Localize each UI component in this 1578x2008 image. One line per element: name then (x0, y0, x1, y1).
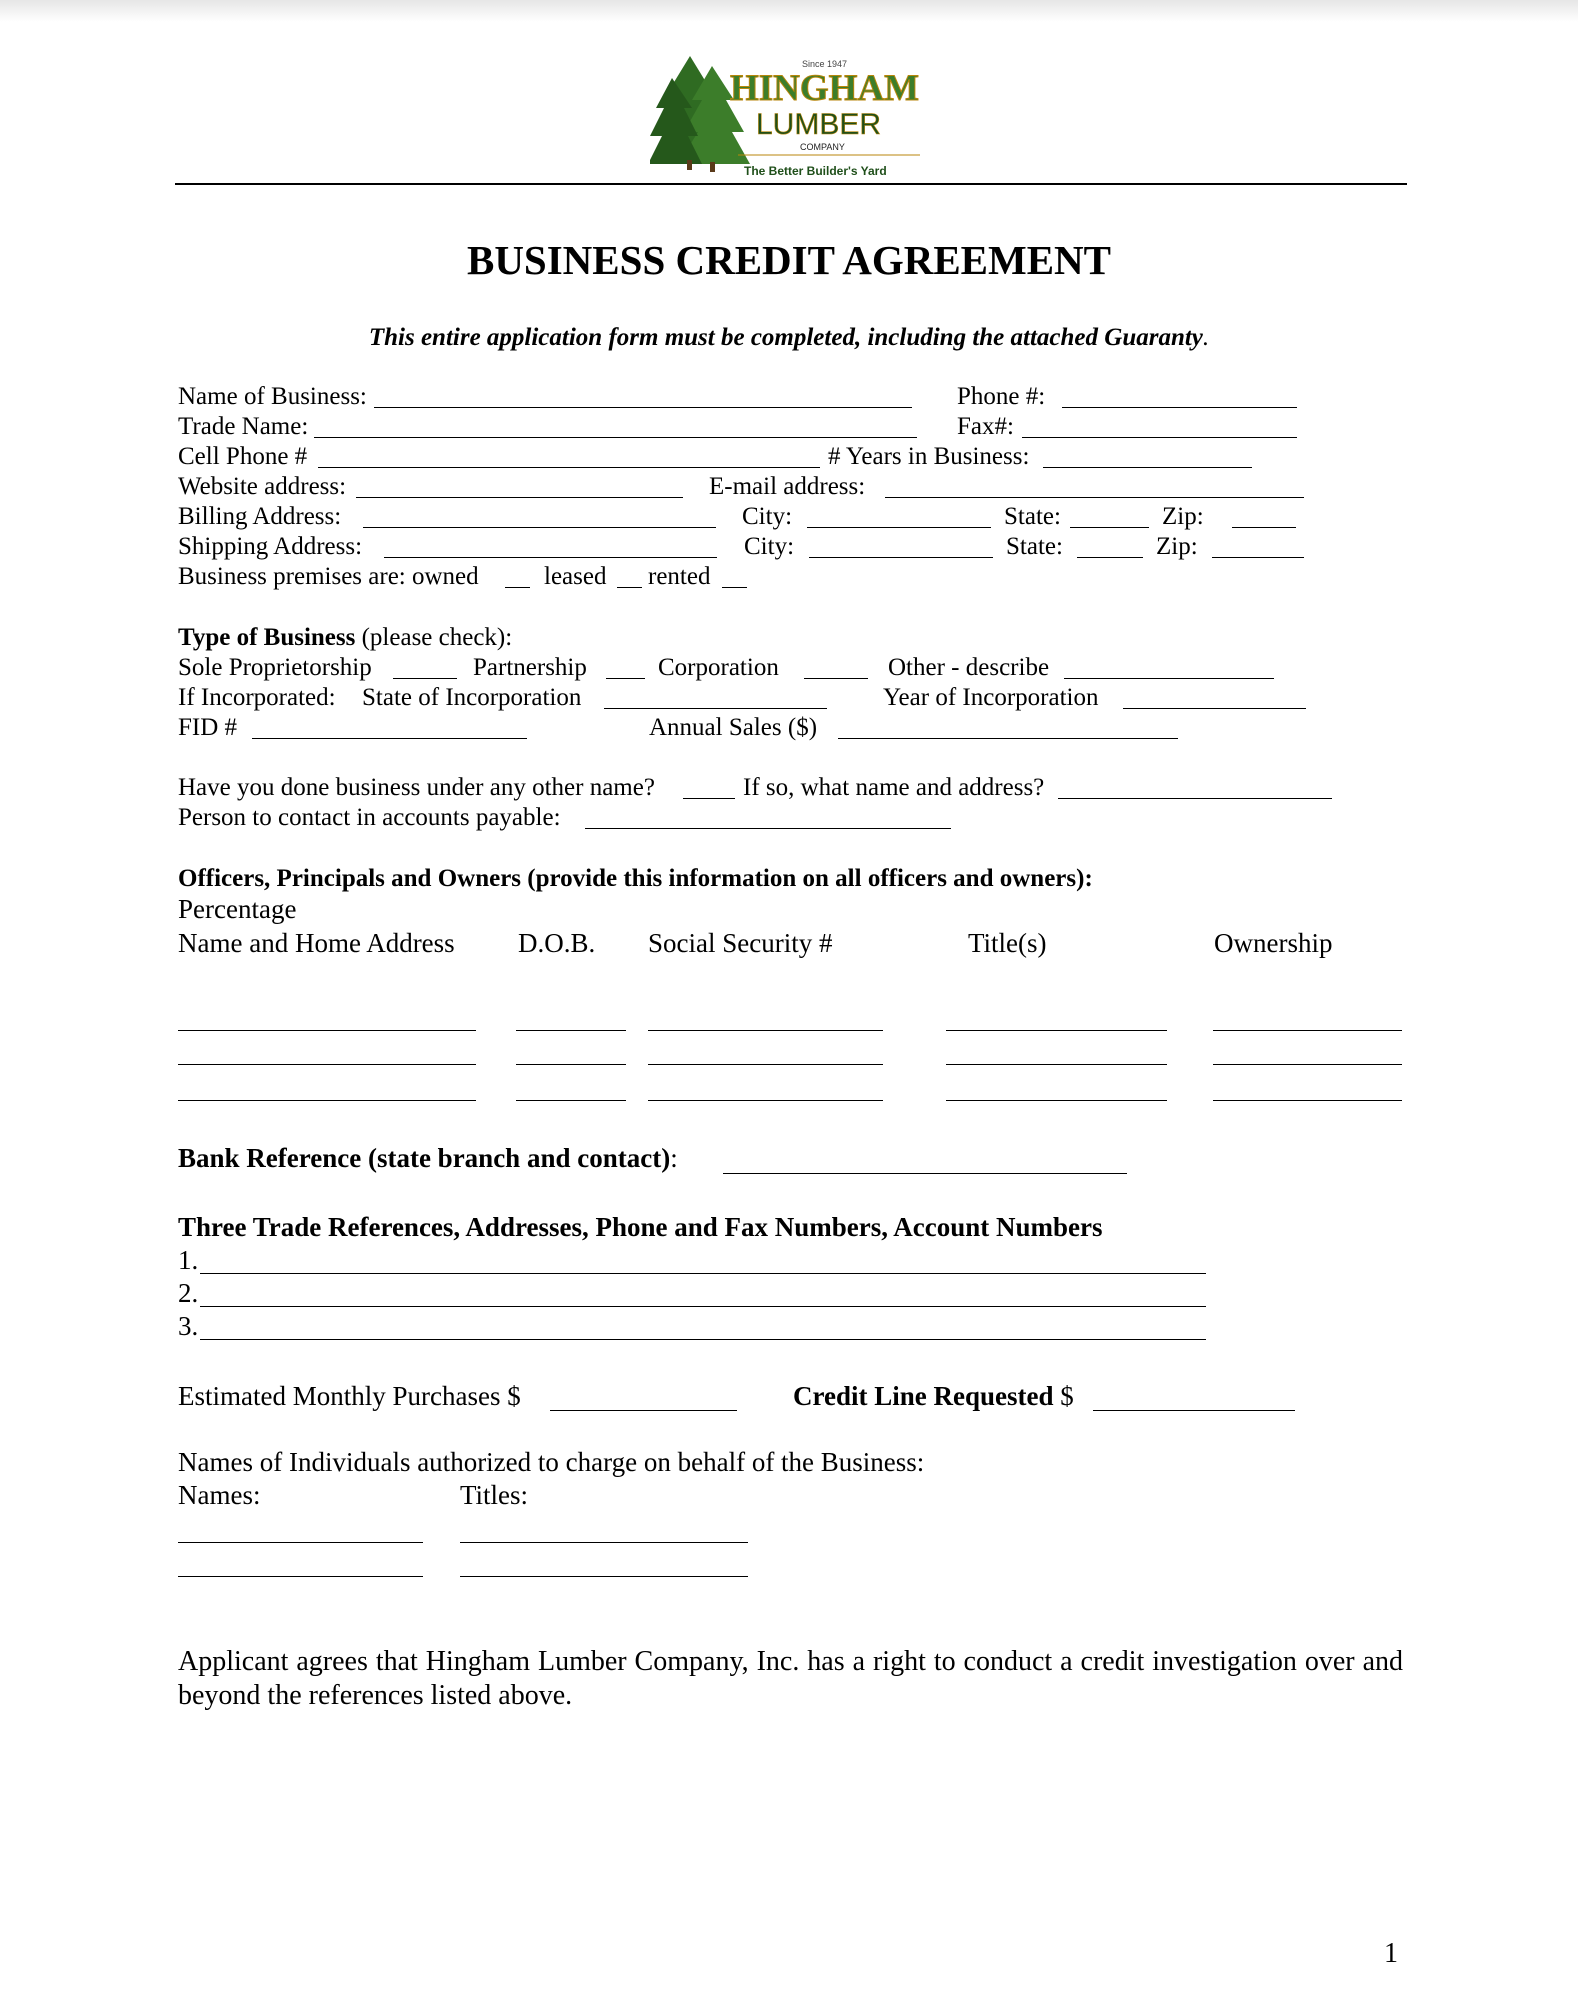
check-sole-proprietorship[interactable] (393, 678, 457, 679)
label-shipping-zip: Zip: (1156, 533, 1198, 560)
field-authorized-name-2[interactable] (178, 1576, 423, 1577)
document-title: BUSINESS CREDIT AGREEMENT (466, 237, 1112, 283)
officer-dob-field[interactable] (516, 1030, 626, 1031)
officer-dob-field[interactable] (516, 1100, 626, 1101)
label-year-of-incorporation: Year of Incorporation (883, 684, 1099, 711)
label-billing-city: City: (742, 503, 793, 530)
label-if-so: If so, what name and address? (743, 774, 1045, 801)
field-authorized-title-1[interactable] (460, 1542, 748, 1543)
field-other-name-address[interactable] (1058, 798, 1332, 799)
field-trade-reference-3[interactable] (200, 1339, 1206, 1340)
field-phone[interactable] (1062, 407, 1297, 408)
field-annual-sales[interactable] (838, 738, 1178, 739)
officers-col-ssn: Social Security # (648, 928, 833, 958)
officer-title-field[interactable] (946, 1064, 1167, 1065)
officers-heading: Officers, Principals and Owners (provide this information on all officers and owners): (178, 865, 1093, 892)
field-premises-rented[interactable] (722, 587, 747, 588)
field-shipping-zip[interactable] (1212, 557, 1304, 558)
logo-name-line1: HINGHAM (730, 68, 920, 109)
trade-reference-2-number: 2. (178, 1278, 199, 1308)
label-trade-name: Trade Name: (178, 413, 309, 440)
company-logo (650, 52, 935, 182)
label-other-name-question: Have you done business under any other name? (178, 774, 655, 801)
label-fid: FID # (178, 714, 238, 741)
label-website: Website address: (178, 473, 347, 500)
field-other-describe[interactable] (1064, 678, 1274, 679)
field-state-of-incorporation[interactable] (604, 708, 827, 709)
logo-since: Since 1947 (802, 59, 848, 69)
label-billing-state: State: (1004, 503, 1061, 530)
field-billing-zip[interactable] (1232, 527, 1296, 528)
field-shipping-state[interactable] (1077, 557, 1143, 558)
officers-col-name: Name and Home Address (178, 928, 455, 958)
field-bank-reference[interactable] (723, 1173, 1127, 1174)
officers-percentage-label: Percentage (178, 894, 297, 924)
officer-name-field[interactable] (178, 1030, 476, 1031)
label-credit-line-requested: Credit Line Requested $ (793, 1381, 1074, 1411)
check-corporation[interactable] (804, 678, 868, 679)
officer-title-field[interactable] (946, 1030, 1167, 1031)
field-shipping-address[interactable] (384, 557, 717, 558)
label-phone: Phone #: (957, 383, 1046, 410)
officers-col-dob: D.O.B. (518, 928, 596, 958)
field-name-of-business[interactable] (374, 407, 912, 408)
label-sole-proprietorship: Sole Proprietorship (178, 654, 372, 681)
field-billing-state[interactable] (1070, 527, 1149, 528)
field-premises-owned[interactable] (505, 587, 530, 588)
label-fax: Fax#: (957, 413, 1014, 440)
officer-ssn-field[interactable] (648, 1100, 883, 1101)
field-premises-leased[interactable] (617, 587, 642, 588)
document-subtitle: This entire application form must be completed, including the attached Guaranty. (368, 324, 1210, 351)
label-premises-leased: leased (544, 563, 607, 590)
officer-title-field[interactable] (946, 1100, 1167, 1101)
authorized-names-label: Names: (178, 1480, 261, 1510)
label-shipping-state: State: (1006, 533, 1063, 560)
field-ap-contact[interactable] (585, 828, 951, 829)
trade-reference-3-number: 3. (178, 1311, 199, 1341)
label-state-of-incorporation: State of Incorporation (362, 684, 582, 711)
check-partnership[interactable] (606, 678, 645, 679)
field-estimated-monthly-purchases[interactable] (550, 1410, 737, 1411)
label-premises: Business premises are: owned (178, 563, 479, 590)
type-of-business-heading: Type of Business (please check): (178, 624, 513, 651)
label-billing-address: Billing Address: (178, 503, 342, 530)
field-website[interactable] (356, 497, 683, 498)
label-corporation: Corporation (658, 654, 779, 681)
officers-col-ownership: Ownership (1214, 928, 1333, 958)
viewer-top-shade (0, 0, 1578, 22)
credit-investigation-disclaimer: Applicant agrees that Hingham Lumber Company, Inc. has a right to conduct a credit investigation over and beyond the references listed above. (178, 1646, 1403, 1711)
field-trade-reference-2[interactable] (200, 1306, 1206, 1307)
officer-ownership-field[interactable] (1213, 1064, 1402, 1065)
field-shipping-city[interactable] (809, 557, 993, 558)
authorized-heading: Names of Individuals authorized to charge on behalf of the Business: (178, 1447, 925, 1477)
label-ap-contact: Person to contact in accounts payable: (178, 804, 561, 831)
field-trade-name[interactable] (314, 437, 917, 438)
label-annual-sales: Annual Sales ($) (649, 714, 818, 741)
officer-ssn-field[interactable] (648, 1064, 883, 1065)
field-years-in-business[interactable] (1043, 467, 1252, 468)
page-number: 1 (1384, 1938, 1398, 1969)
field-year-of-incorporation[interactable] (1123, 708, 1306, 709)
label-years-in-business: # Years in Business: (828, 443, 1030, 470)
field-email[interactable] (885, 497, 1304, 498)
trade-reference-1-number: 1. (178, 1245, 199, 1275)
officer-ownership-field[interactable] (1213, 1030, 1402, 1031)
label-cell-phone: Cell Phone # (178, 443, 308, 470)
label-name-of-business: Name of Business: (178, 383, 367, 410)
field-authorized-title-2[interactable] (460, 1576, 748, 1577)
officers-col-titles: Title(s) (968, 928, 1047, 958)
logo-name-line3: COMPANY (800, 142, 845, 152)
field-authorized-name-1[interactable] (178, 1542, 423, 1543)
field-cell-phone[interactable] (318, 467, 820, 468)
bank-reference-label: Bank Reference (state branch and contact): (178, 1143, 678, 1173)
trade-references-heading: Three Trade References, Addresses, Phone and Fax Numbers, Account Numbers (178, 1212, 1103, 1242)
header-rule (175, 183, 1407, 185)
field-trade-reference-1[interactable] (200, 1273, 1206, 1274)
label-partnership: Partnership (473, 654, 587, 681)
logo-tagline: The Better Builder's Yard (744, 164, 887, 178)
label-billing-zip: Zip: (1162, 503, 1204, 530)
label-other: Other - describe (888, 654, 1050, 681)
logo-name-line2: LUMBER (756, 108, 882, 141)
field-credit-line-requested[interactable] (1093, 1410, 1295, 1411)
officer-name-field[interactable] (178, 1100, 476, 1101)
label-if-incorporated: If Incorporated: (178, 684, 336, 711)
field-billing-address[interactable] (363, 527, 716, 528)
label-estimated-monthly-purchases: Estimated Monthly Purchases $ (178, 1381, 521, 1411)
field-fid[interactable] (252, 738, 527, 739)
label-shipping-city: City: (744, 533, 795, 560)
label-premises-rented: rented (648, 563, 711, 590)
authorized-titles-label: Titles: (460, 1480, 529, 1510)
field-billing-city[interactable] (807, 527, 991, 528)
officer-ownership-field[interactable] (1213, 1100, 1402, 1101)
field-fax[interactable] (1022, 437, 1297, 438)
officer-name-field[interactable] (178, 1064, 476, 1065)
label-email: E-mail address: (709, 473, 866, 500)
label-shipping-address: Shipping Address: (178, 533, 363, 560)
field-other-name-answer[interactable] (683, 798, 735, 799)
officer-ssn-field[interactable] (648, 1030, 883, 1031)
officer-dob-field[interactable] (516, 1064, 626, 1065)
